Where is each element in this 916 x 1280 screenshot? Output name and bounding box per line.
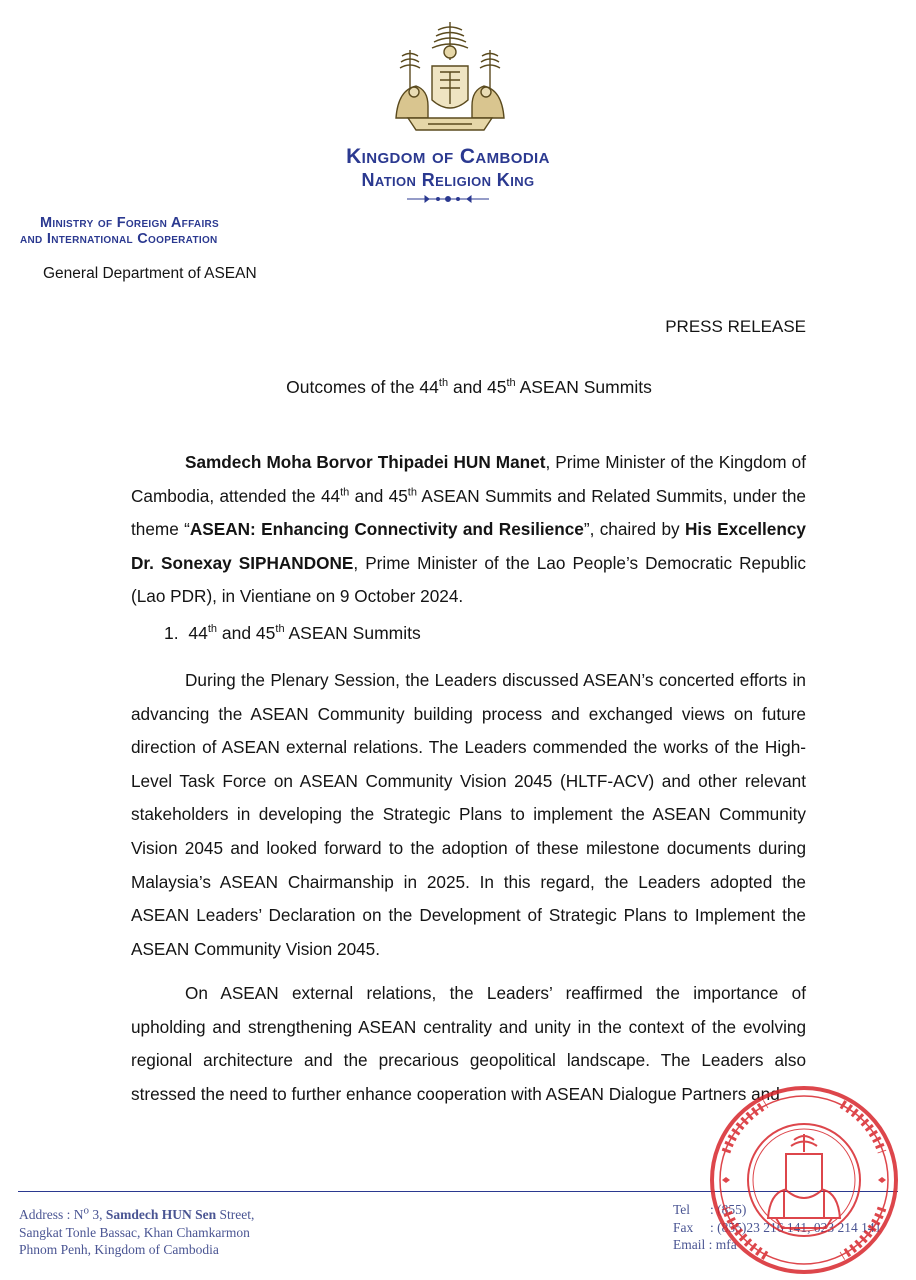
country-name: Kingdom of Cambodia	[346, 145, 550, 168]
fax-label: Fax	[673, 1219, 694, 1235]
title-text: ASEAN Summits	[515, 377, 652, 397]
plenary-paragraph	[131, 664, 806, 966]
tel-label: Tel	[673, 1202, 691, 1217]
address-superscript: o	[83, 1204, 89, 1217]
prime-minister-name: Samdech Moha Borvor Thipadei HUN Manet	[185, 452, 546, 472]
royal-coat-of-arms-emblem	[388, 20, 512, 132]
heading-superscript: th	[275, 623, 285, 636]
paragraph-text: On ASEAN external relations, the Leaders’ reaffirmed the importance of upholding and strengthening ASEAN centrality and unity in the context of the evolving regional architecture and the precarious geopolitical landscape. The Leaders also stressed the need to further enhance cooperation with ASEAN Dialogue Partners and	[131, 983, 806, 1104]
title-superscript: th	[438, 377, 449, 390]
heading-text: 44	[188, 623, 208, 643]
street-name: Samdech HUN Sen	[105, 1207, 217, 1222]
footer-address	[19, 1206, 254, 1259]
ordinal-superscript: th	[340, 485, 350, 498]
title-superscript: th	[506, 377, 516, 390]
email-label: Email :	[673, 1237, 713, 1252]
title-text: and 45	[448, 377, 507, 397]
department-name: General Department of ASEAN	[43, 265, 257, 282]
paragraph-text: and 45	[349, 485, 408, 506]
external-relations-paragraph	[131, 977, 806, 1111]
paragraph-text: , Prime Minister of the Lao People’s Democratic Republic (Lao PDR), in Vientiane on 9 October 2024.	[131, 552, 806, 607]
address-line: Phnom Penh, Kingdom of Cambodia	[19, 1242, 219, 1257]
address-text: 3,	[89, 1207, 106, 1222]
ministry-name-line1: Ministry of Foreign Affairs	[40, 215, 220, 231]
summit-theme: ASEAN: Enhancing Connectivity and Resilience	[189, 519, 584, 540]
section-number: 1.	[164, 623, 179, 643]
fax-value: : (855)23 216 141, 023 214 141	[710, 1219, 882, 1235]
paragraph-text: During the Plenary Session, the Leaders discussed ASEAN’s concerted efforts in advancing the ASEAN Community building process and exchanged views on future direction of ASEAN external relations. The Leaders commended the works of the High-Level Task Force on ASEAN Community Vision 2045 (HLTF-ACV) and other relevant stakeholders in developing the Strategic Plans to implement the ASEAN Community Vision 2045 and looked forward to the adoption of these milestone documents during Malaysia’s ASEAN Chairmanship in 2025. In this regard, the Leaders adopted the ASEAN Leaders’ Declaration on the Development of Strategic Plans to Implement the ASEAN Community Vision 2045.	[131, 670, 806, 959]
ministry-name-line2: and International Cooperation	[20, 231, 218, 247]
address-line: Sangkat Tonle Bassac, Khan Chamkarmon	[19, 1224, 250, 1240]
chair-name: His Excellency Dr. Sonexay SIPHANDONE	[131, 519, 806, 573]
document-title	[0, 377, 916, 398]
title-text: Outcomes of the 44	[286, 377, 439, 397]
national-motto: Nation Religion King	[361, 170, 535, 190]
tel-value: : (855)	[710, 1202, 747, 1217]
paragraph-text: , Prime Minister of the Kingdom of Cambodia, attended the 44	[131, 452, 807, 506]
paragraph-text: ASEAN Summits and Related Summits, under the theme “	[131, 485, 806, 540]
document-type-label: PRESS RELEASE	[665, 317, 806, 336]
section-heading	[164, 623, 421, 644]
official-ministry-seal	[706, 1082, 902, 1278]
address-text: Street,	[216, 1207, 255, 1222]
ornamental-divider	[405, 194, 491, 204]
ordinal-superscript: th	[407, 485, 417, 498]
heading-superscript: th	[207, 623, 217, 636]
address-text: Address : N	[19, 1207, 84, 1222]
heading-text: and 45	[217, 623, 276, 643]
intro-paragraph	[131, 446, 806, 614]
email-value: mfa	[712, 1237, 737, 1252]
heading-text: ASEAN Summits	[284, 623, 421, 643]
paragraph-text: ”, chaired by	[583, 519, 685, 540]
